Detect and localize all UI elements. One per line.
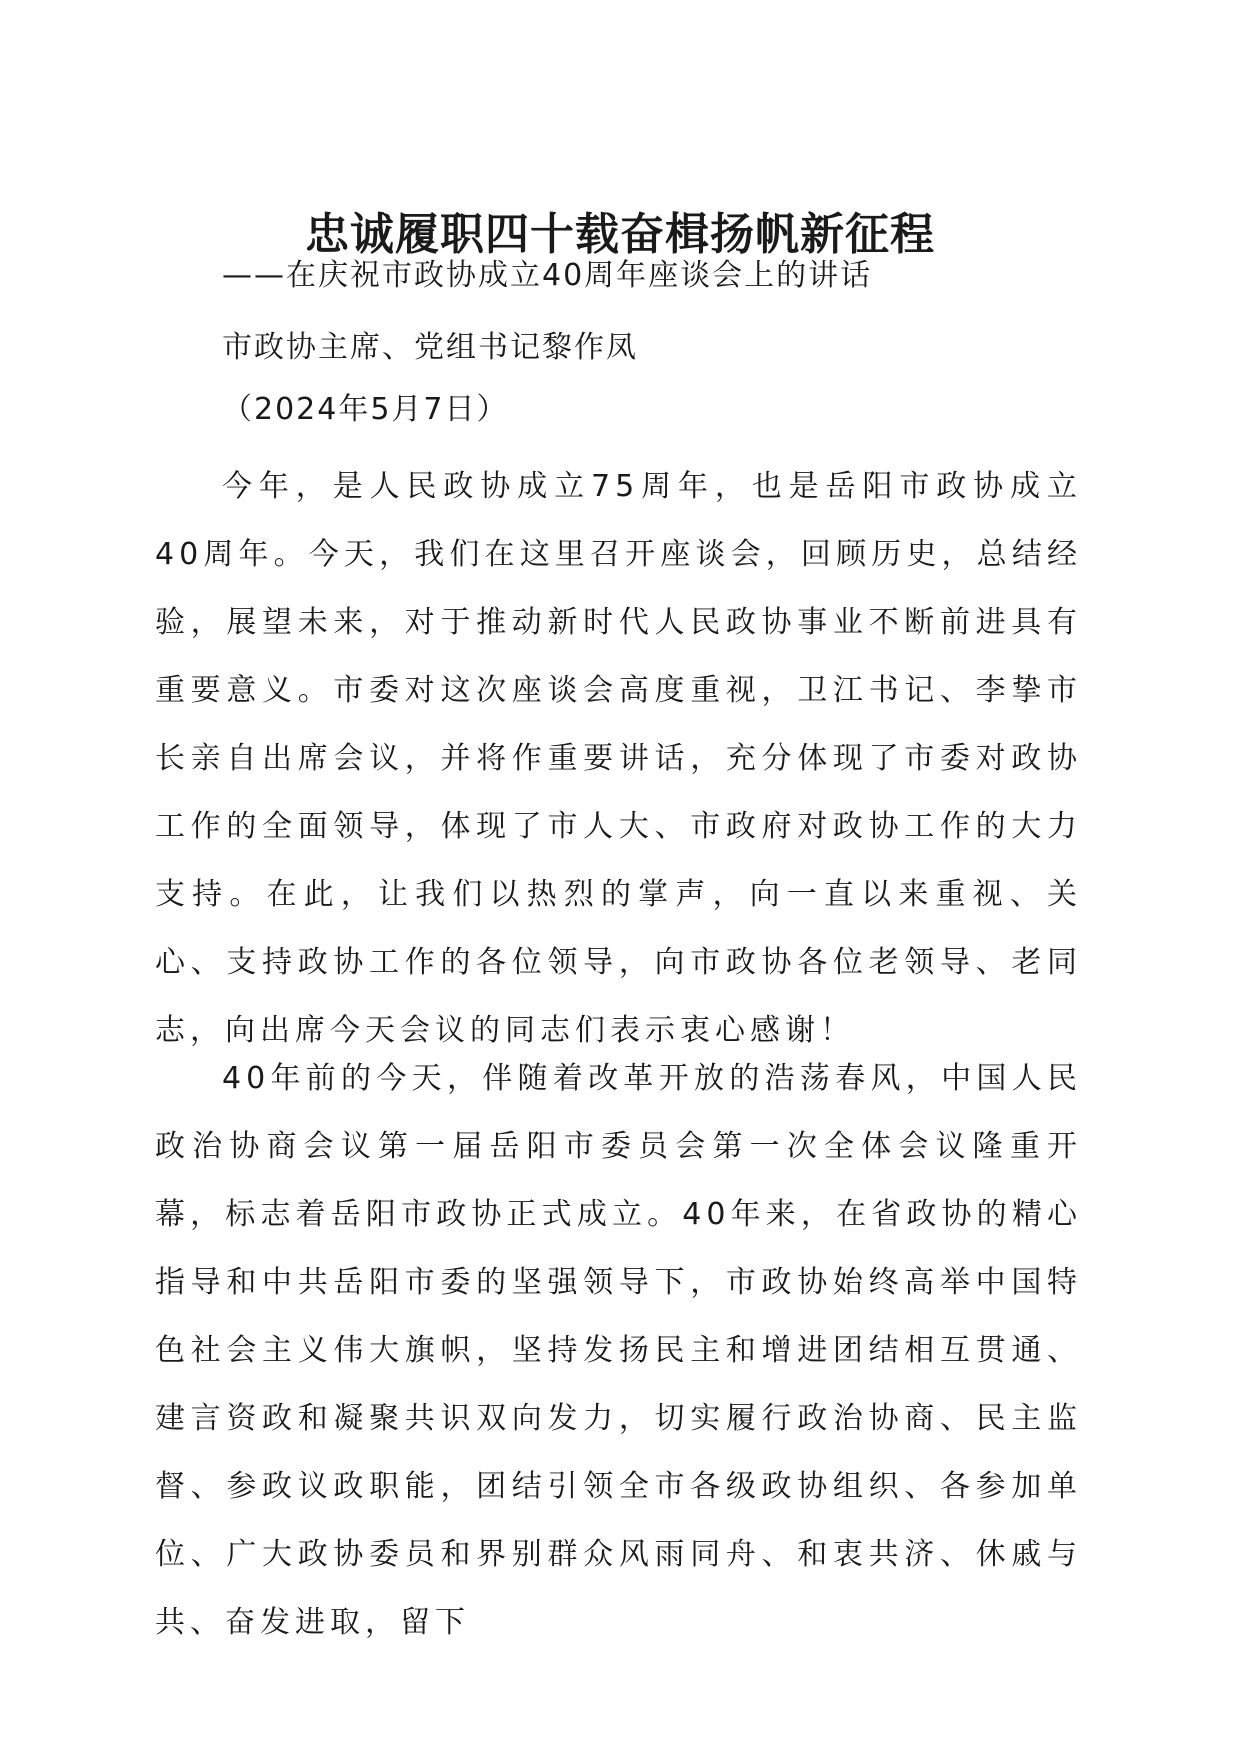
body-paragraph: 40年前的今天，伴随着改革开放的浩荡春风，中国人民政治协商会议第一届岳阳市委员会第一次全体会议隆重开幕，标志着岳阳市政协正式成立。40年来，在省政协的精心指导和中共岳阳市委的坚强领导下，市政协始终高举中国特色社会主义伟大旗帜，坚持发扬民主和增进团结相互贯通、建言资政和凝聚共识双向发力，切实履行政治协商、民主监督、参政议政职能，团结引领全市各级政协组织、各参加单位、广大政协委员和界别群众风雨同舟、和衷共济、休戚与共、奋发进取，留下: [155, 1061, 1082, 1640]
document-author: 市政协主席、党组书记黎作凤: [222, 330, 638, 365]
document-date: （2024年5月7日）: [222, 392, 509, 427]
paragraph-block-2: [155, 1045, 1082, 1657]
document-title: 忠诚履职四十载奋楫扬帆新征程: [305, 209, 935, 261]
document-subtitle: ——在庆祝市政协成立40周年座谈会上的讲话: [222, 258, 873, 293]
paragraph-block-1: [155, 453, 1082, 1065]
body-paragraph: 今年，是人民政协成立75周年，也是岳阳市政协成立40周年。今天，我们在这里召开座谈会，回顾历史，总结经验，展望未来，对于推动新时代人民政协事业不断前进具有重要意义。市委对这次座谈会高度重视，卫江书记、李挚市长亲自出席会议，并将作重要讲话，充分体现了市委对政协工作的全面领导，体现了市人大、市政府对政协工作的大力支持。在此，让我们以热烈的掌声，向一直以来重视、关心、支持政协工作的各位领导，向市政协各位老领导、老同志，向出席今天会议的同志们表示衷心感谢！: [155, 469, 1082, 1048]
